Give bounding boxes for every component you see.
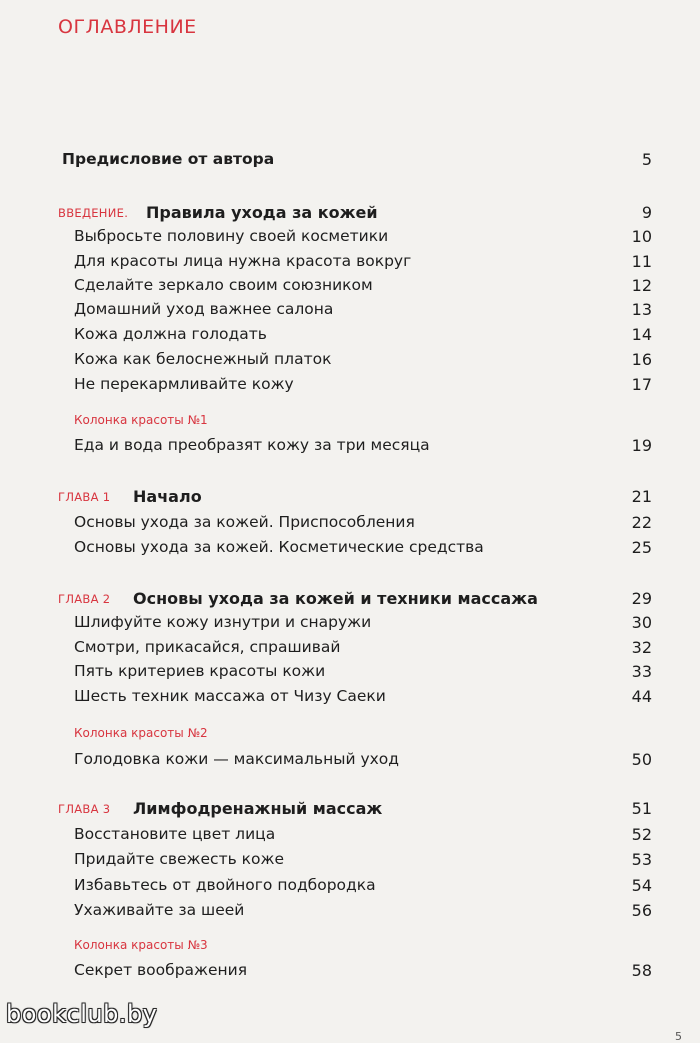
entry-page: 12	[631, 276, 652, 295]
entry-page: 50	[631, 750, 652, 769]
entry-page: 29	[631, 589, 652, 608]
entry-page: 19	[631, 436, 652, 455]
entry-page: 5	[641, 150, 652, 169]
entry-title: Смотри, прикасайся, спрашивай	[74, 638, 341, 656]
entry-title: Голодовка кожи — максимальный уход	[74, 750, 399, 768]
toc-entry[interactable]	[0, 375, 700, 401]
entry-title: Кожа должна голодать	[74, 325, 267, 343]
entry-title: Основы ухода за кожей. Косметические средства	[74, 538, 484, 556]
entry-page: 56	[631, 901, 652, 920]
entry-page: 11	[631, 252, 652, 271]
entry-title: Выбросьте половину своей косметики	[74, 227, 389, 245]
toc-intro-heading[interactable]	[0, 203, 700, 229]
toc-entry[interactable]	[0, 876, 700, 902]
entry-page: 30	[631, 613, 652, 632]
entry-page: 54	[631, 876, 652, 895]
entry-page: 16	[631, 350, 652, 369]
entry-title: Пять критериев красоты кожи	[74, 662, 326, 680]
entry-title: Основы ухода за кожей. Приспособления	[74, 513, 415, 531]
toc-entry[interactable]	[0, 687, 700, 713]
entry-page: 13	[631, 300, 652, 319]
toc-entry[interactable]	[0, 662, 700, 688]
toc-preface[interactable]	[0, 150, 700, 176]
entry-title: Секрет воображения	[74, 961, 248, 979]
toc-entry[interactable]	[0, 850, 700, 876]
toc-chapter-1-heading[interactable]	[0, 487, 700, 513]
toc-entry[interactable]	[0, 538, 700, 564]
entry-title: Предисловие от автора	[62, 150, 275, 168]
page-number: 5	[675, 1030, 682, 1043]
toc-entry[interactable]	[0, 901, 700, 927]
toc-entry[interactable]	[0, 227, 700, 253]
entry-page: 44	[631, 687, 652, 706]
entry-page: 25	[631, 538, 652, 557]
toc-entry[interactable]	[0, 276, 700, 302]
chapter-title: Начало	[133, 487, 202, 506]
toc-entry[interactable]	[0, 513, 700, 539]
chapter-tag: ВВЕДЕНИЕ.	[58, 206, 129, 220]
entry-title: Придайте свежесть коже	[74, 850, 284, 868]
entry-title: Восстановите цвет лица	[74, 825, 276, 843]
entry-title: Кожа как белоснежный платок	[74, 350, 332, 368]
entry-title: Не перекармливайте кожу	[74, 375, 294, 393]
entry-page: 14	[631, 325, 652, 344]
toc-entry[interactable]	[0, 436, 700, 462]
entry-page: 32	[631, 638, 652, 657]
chapter-tag: ГЛАВА 2	[58, 592, 111, 606]
beauty-column-label: Колонка красоты №2	[74, 726, 208, 740]
toc-entry[interactable]	[0, 750, 700, 776]
entry-page: 53	[631, 850, 652, 869]
beauty-column-label: Колонка красоты №1	[74, 413, 208, 427]
entry-page: 21	[631, 487, 652, 506]
chapter-title: Основы ухода за кожей и техники массажа	[133, 589, 538, 608]
entry-title: Ухаживайте за шеей	[74, 901, 245, 919]
entry-title: Домашний уход важнее салона	[74, 300, 334, 318]
toc-chapter-3-heading[interactable]	[0, 799, 700, 825]
beauty-column-label: Колонка красоты №3	[74, 938, 208, 952]
watermark-text: bookclub.by	[6, 1000, 158, 1028]
entry-title: Шесть техник массажа от Чизу Саеки	[74, 687, 386, 705]
chapter-title: Лимфодренажный массаж	[133, 799, 383, 818]
page-title: ОГЛАВЛЕНИЕ	[58, 16, 197, 38]
toc-chapter-2-heading[interactable]	[0, 589, 700, 615]
entry-title: Еда и вода преобразят кожу за три месяца	[74, 436, 430, 454]
chapter-title: Правила ухода за кожей	[146, 203, 378, 222]
entry-title: Для красоты лица нужна красота вокруг	[74, 252, 412, 270]
entry-page: 9	[641, 203, 652, 222]
toc-entry[interactable]	[0, 252, 700, 278]
entry-title: Сделайте зеркало своим союзником	[74, 276, 373, 294]
toc-entry[interactable]	[0, 300, 700, 326]
toc-entry[interactable]	[0, 350, 700, 376]
entry-page: 33	[631, 662, 652, 681]
entry-page: 10	[631, 227, 652, 246]
chapter-tag: ГЛАВА 3	[58, 802, 111, 816]
entry-title: Шлифуйте кожу изнутри и снаружи	[74, 613, 372, 631]
entry-page: 52	[631, 825, 652, 844]
toc-entry[interactable]	[0, 825, 700, 851]
chapter-tag: ГЛАВА 1	[58, 490, 111, 504]
entry-page: 51	[631, 799, 652, 818]
entry-page: 58	[631, 961, 652, 980]
entry-title: Избавьтесь от двойного подбородка	[74, 876, 376, 894]
toc-entry[interactable]	[0, 613, 700, 639]
toc-entry[interactable]	[0, 638, 700, 664]
entry-page: 22	[631, 513, 652, 532]
entry-page: 17	[631, 375, 652, 394]
toc-entry[interactable]	[0, 325, 700, 351]
toc-entry[interactable]	[0, 961, 700, 987]
